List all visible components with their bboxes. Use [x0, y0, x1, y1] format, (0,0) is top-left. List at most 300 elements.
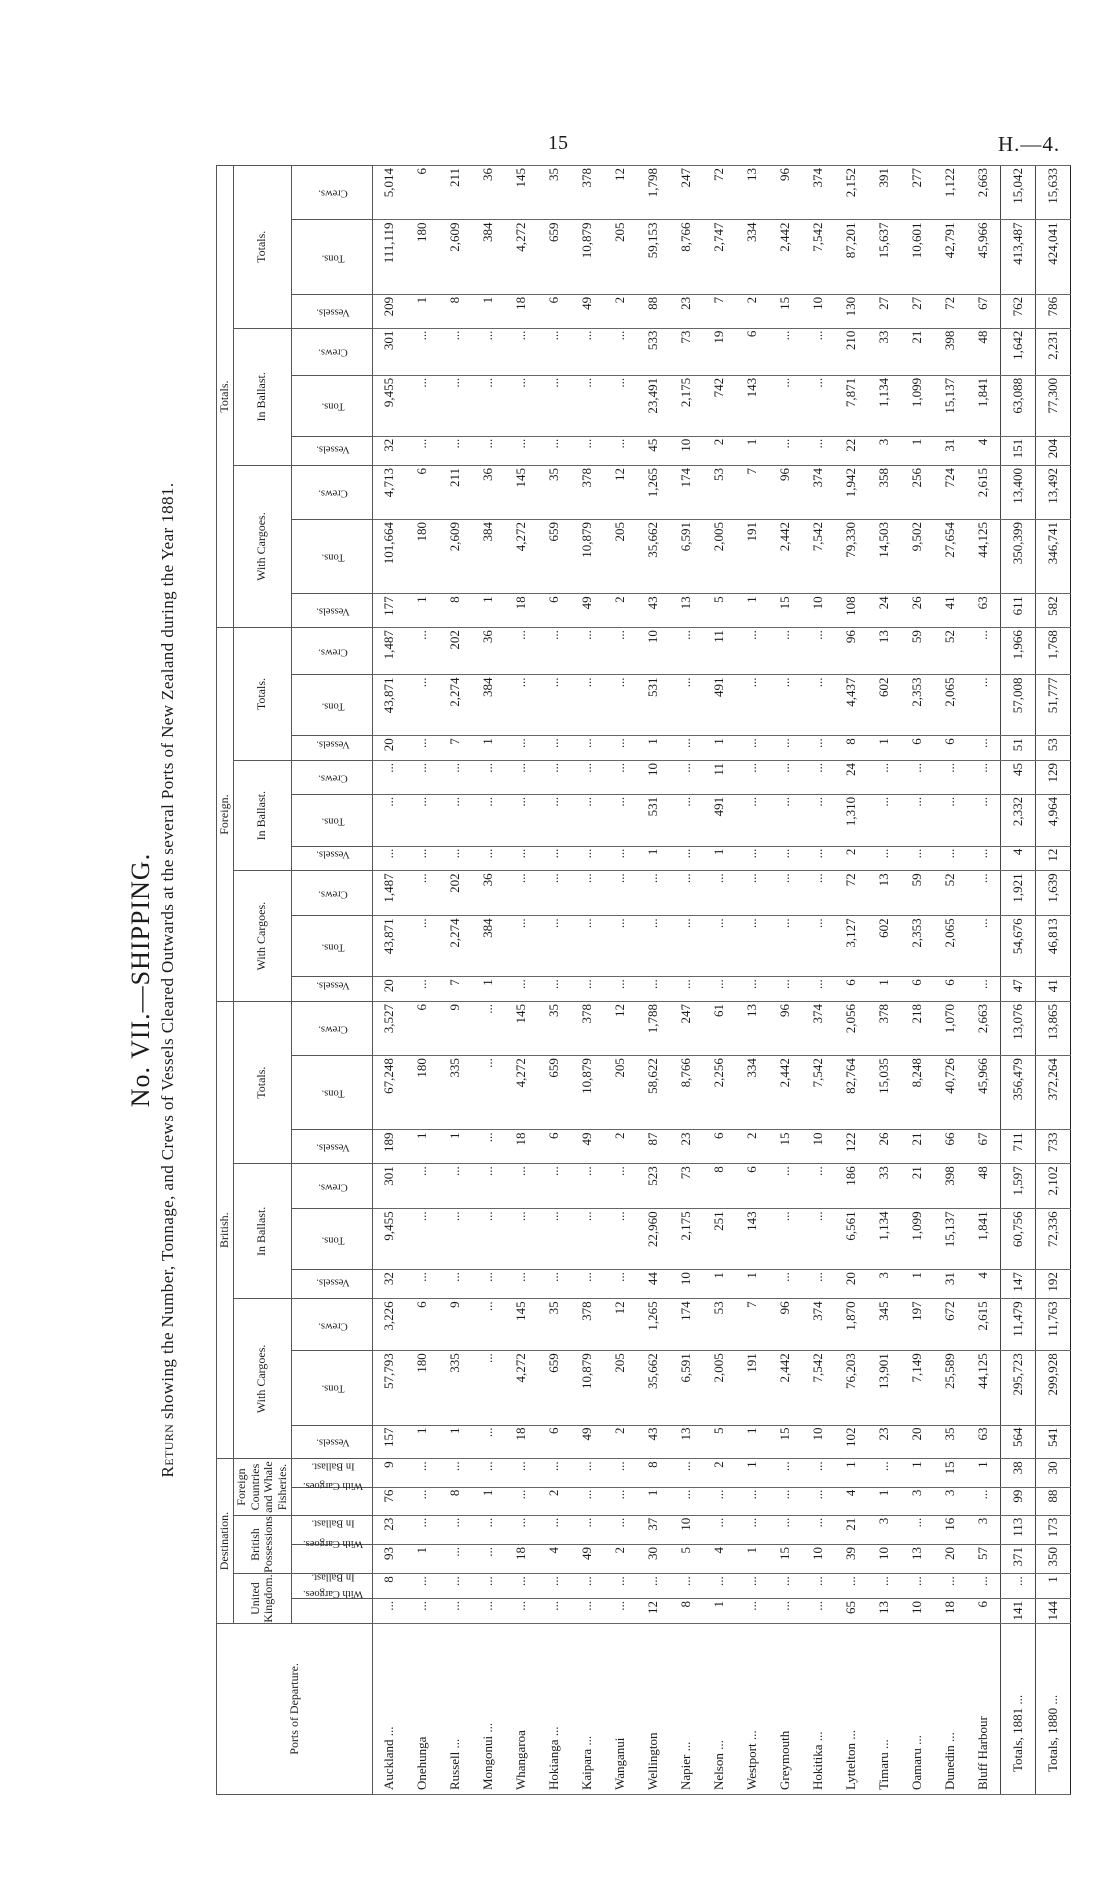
table-cell: 9,455 [372, 375, 406, 436]
table-cell: 19 [703, 328, 736, 375]
table-cell: ... [406, 1599, 439, 1624]
table-cell: 2 [604, 594, 637, 628]
table-cell: 88 [1035, 1487, 1070, 1515]
table-cell: 96 [835, 628, 868, 675]
table-cell: 1 [868, 736, 901, 761]
table-cell: 3 [868, 1515, 901, 1544]
header-united-kingdom: United Kingdom. [233, 1574, 291, 1624]
table-cell: 35 [538, 166, 571, 220]
table-cell: 96 [769, 1002, 802, 1056]
table-cell: ... [604, 675, 637, 736]
table-cell: 15 [769, 294, 802, 328]
header-bp-with-cargoes: With Cargoes. [291, 1545, 372, 1574]
table-row [802, 166, 835, 1795]
table-cell: 122 [835, 1130, 868, 1164]
port-name: Kaipara ... [571, 1623, 604, 1794]
table-cell: 39 [835, 1545, 868, 1574]
table-cell: 10 [802, 594, 835, 628]
table-cell: 6 [901, 736, 934, 761]
totals-row [1035, 166, 1070, 1795]
header-tons: Tons. [291, 375, 372, 436]
table-cell: 4 [835, 1487, 868, 1515]
table-cell: 12 [637, 1599, 670, 1624]
table-cell: 52 [934, 628, 967, 675]
table-cell: ... [439, 794, 472, 846]
table-cell: ... [769, 628, 802, 675]
table-cell: 3 [967, 1515, 1001, 1544]
table-cell: ... [604, 1487, 637, 1515]
table-cell: 384 [472, 520, 505, 594]
table-cell: ... [967, 846, 1001, 871]
table-cell: ... [934, 761, 967, 795]
table-cell: ... [571, 794, 604, 846]
table-cell: ... [472, 1599, 505, 1624]
table-cell: 1,070 [934, 1002, 967, 1056]
table-cell: 53 [1035, 736, 1070, 761]
table-cell: 335 [439, 1351, 472, 1425]
table-cell: 12 [604, 465, 637, 519]
table-cell: 378 [571, 1299, 604, 1351]
table-cell: 2 [604, 294, 637, 328]
table-cell: ... [802, 977, 835, 1002]
table-cell: 1 [637, 1487, 670, 1515]
table-cell: 63,088 [1000, 375, 1035, 436]
table-cell: 11 [703, 628, 736, 675]
table-cell: 1,966 [1000, 628, 1035, 675]
port-name: Nelson ... [703, 1623, 736, 1794]
table-cell: 204 [1035, 436, 1070, 465]
table-cell: 15,637 [868, 220, 901, 294]
table-cell: 4,272 [505, 1056, 538, 1130]
table-cell: 4 [703, 1545, 736, 1574]
table-cell: 145 [505, 1299, 538, 1351]
table-cell: 6 [538, 1425, 571, 1459]
header-totals-in-ballast: In Ballast. [233, 328, 291, 465]
table-cell: 247 [670, 166, 703, 220]
table-cell: 33 [868, 328, 901, 375]
table-cell: 4 [967, 436, 1001, 465]
table-cell: ... [769, 794, 802, 846]
header-ports: Ports of Departure. [217, 1623, 373, 1794]
table-cell: 10,879 [571, 220, 604, 294]
table-cell: 59,153 [637, 220, 670, 294]
table-cell: 76 [372, 1487, 406, 1515]
table-cell: ... [505, 1459, 538, 1487]
table-cell: 44,125 [967, 1351, 1001, 1425]
table-cell: 73 [670, 1164, 703, 1209]
table-cell: ... [538, 1270, 571, 1299]
table-cell: 786 [1035, 294, 1070, 328]
table-cell: 60,756 [1000, 1209, 1035, 1270]
table-cell: ... [769, 328, 802, 375]
table-cell: 6,591 [670, 1351, 703, 1425]
table-cell: ... [703, 1487, 736, 1515]
shipping-table [216, 165, 1071, 1795]
table-cell: 27 [901, 294, 934, 328]
table-cell: ... [901, 846, 934, 871]
table-cell: 378 [868, 1002, 901, 1056]
table-cell: 21 [901, 1164, 934, 1209]
table-cell: 174 [670, 1299, 703, 1351]
table-cell: ... [472, 1002, 505, 1056]
table-row [670, 166, 703, 1795]
table-cell: 6 [406, 465, 439, 519]
table-cell: 8 [372, 1574, 406, 1599]
table-cell: 15 [769, 594, 802, 628]
table-cell: ... [802, 375, 835, 436]
table-cell: ... [472, 375, 505, 436]
table-cell: 1 [868, 1487, 901, 1515]
table-cell: ... [538, 761, 571, 795]
table-cell: 10 [802, 1425, 835, 1459]
table-cell: ... [538, 794, 571, 846]
port-name: Wellington [637, 1623, 670, 1794]
table-cell: 96 [769, 1299, 802, 1351]
table-cell: ... [571, 916, 604, 977]
table-cell: 3 [901, 1487, 934, 1515]
table-cell: ... [736, 628, 769, 675]
table-cell: 301 [372, 1164, 406, 1209]
table-cell: 59 [901, 628, 934, 675]
port-name: Totals, 1881 ... [1000, 1623, 1035, 1794]
table-cell: ... [439, 328, 472, 375]
table-cell: ... [703, 1515, 736, 1544]
table-cell: ... [472, 1545, 505, 1574]
table-cell: 13,901 [868, 1351, 901, 1425]
totals-row [1000, 166, 1035, 1795]
table-cell: 6,591 [670, 520, 703, 594]
table-cell: 73 [670, 328, 703, 375]
table-cell: ... [769, 436, 802, 465]
table-cell: 49 [571, 1425, 604, 1459]
table-cell: ... [472, 1459, 505, 1487]
table-cell: 378 [571, 465, 604, 519]
table-cell: 2 [736, 1130, 769, 1164]
table-row [538, 166, 571, 1795]
table-cell: 1 [967, 1459, 1001, 1487]
table-cell: 111,119 [372, 220, 406, 294]
header-foreign: Foreign. [217, 628, 234, 1002]
table-cell: 18 [505, 1545, 538, 1574]
table-cell: 4,437 [835, 675, 868, 736]
table-cell: 2,663 [967, 1002, 1001, 1056]
table-cell: ... [868, 761, 901, 795]
table-cell: 1,265 [637, 465, 670, 519]
table-cell: 2,332 [1000, 794, 1035, 846]
table-cell: 87 [637, 1130, 670, 1164]
table-cell: 1,798 [637, 166, 670, 220]
table-cell: 36 [472, 871, 505, 916]
table-cell: 295,723 [1000, 1351, 1035, 1425]
table-cell: 67 [967, 294, 1001, 328]
table-cell: ... [505, 1574, 538, 1599]
table-cell: 36 [472, 166, 505, 220]
table-cell: 13,492 [1035, 465, 1070, 519]
table-cell: 2 [703, 1459, 736, 1487]
table-cell: 1 [901, 436, 934, 465]
table-cell: 14,503 [868, 520, 901, 594]
table-cell: 301 [372, 328, 406, 375]
table-cell: ... [604, 1164, 637, 1209]
table-cell: 52 [934, 871, 967, 916]
table-cell: 33 [868, 1164, 901, 1209]
table-cell: 1,921 [1000, 871, 1035, 916]
table-cell: 7 [703, 294, 736, 328]
table-cell: ... [1000, 1574, 1035, 1599]
table-cell: 44 [637, 1270, 670, 1299]
header-vessels: Vessels. [291, 1270, 372, 1299]
table-cell: 602 [868, 916, 901, 977]
table-cell: ... [505, 628, 538, 675]
table-cell: ... [736, 1487, 769, 1515]
table-cell: ... [406, 1459, 439, 1487]
table-cell: 49 [571, 294, 604, 328]
table-cell: ... [670, 628, 703, 675]
table-cell: 7,542 [802, 1056, 835, 1130]
table-cell: 15 [769, 1130, 802, 1164]
table-cell: ... [472, 761, 505, 795]
table-cell: 53 [703, 465, 736, 519]
table-cell: ... [571, 675, 604, 736]
table-cell: 1 [703, 1270, 736, 1299]
port-name: Bluff Harbour [967, 1623, 1001, 1794]
table-cell: 191 [736, 520, 769, 594]
header-destination: Destination. [217, 1459, 234, 1623]
table-title: No. VII.—SHIPPING. [126, 852, 155, 1108]
table-cell: 277 [901, 166, 934, 220]
table-cell: ... [538, 1574, 571, 1599]
table-cell: 398 [934, 328, 967, 375]
table-cell: 48 [967, 328, 1001, 375]
table-cell: 27 [868, 294, 901, 328]
header-vessels: Vessels. [291, 736, 372, 761]
table-cell: 202 [439, 871, 472, 916]
table-cell: 157 [372, 1425, 406, 1459]
table-cell: 63 [967, 1425, 1001, 1459]
table-cell: 2,152 [835, 166, 868, 220]
table-cell: 23 [670, 294, 703, 328]
table-cell: 42,791 [934, 220, 967, 294]
table-cell: ... [406, 916, 439, 977]
header-uk-in-ballast: In Ballast. [291, 1574, 372, 1599]
table-cell: 13 [868, 628, 901, 675]
port-name: Wanganui [604, 1623, 637, 1794]
table-cell: 13 [736, 1002, 769, 1056]
table-cell: ... [604, 628, 637, 675]
table-cell: 88 [637, 294, 670, 328]
table-cell: 1 [868, 977, 901, 1002]
table-cell: 247 [670, 1002, 703, 1056]
header-crews: Crews. [291, 761, 372, 795]
table-cell: 35,662 [637, 520, 670, 594]
table-cell: 65 [835, 1599, 868, 1624]
table-cell: 2,353 [901, 675, 934, 736]
table-cell: ... [703, 977, 736, 1002]
table-cell: ... [406, 436, 439, 465]
table-cell: 10 [802, 1545, 835, 1574]
table-cell: 37 [637, 1515, 670, 1544]
table-cell: ... [802, 1515, 835, 1544]
table-cell: 1 [472, 977, 505, 1002]
port-name: Auckland ... [372, 1623, 406, 1794]
table-cell: ... [406, 375, 439, 436]
header-fc-in-ballast: In Ballast. [291, 1459, 372, 1487]
table-cell: ... [406, 1574, 439, 1599]
table-cell: 7,871 [835, 375, 868, 436]
table-cell: 205 [604, 1056, 637, 1130]
table-cell: 13,076 [1000, 1002, 1035, 1056]
table-cell: 36 [472, 465, 505, 519]
table-cell: 32 [372, 436, 406, 465]
table-cell: ... [769, 1459, 802, 1487]
header-crews: Crews. [291, 1299, 372, 1351]
table-cell: 43,871 [372, 675, 406, 736]
table-cell: 58,622 [637, 1056, 670, 1130]
table-cell: ... [505, 916, 538, 977]
table-cell: 1,099 [901, 1209, 934, 1270]
table-cell: 8 [637, 1459, 670, 1487]
table-cell: ... [439, 846, 472, 871]
table-row [571, 166, 604, 1795]
table-cell: ... [505, 675, 538, 736]
table-cell: ... [736, 1599, 769, 1624]
table-row [406, 166, 439, 1795]
table-cell: 1 [835, 1459, 868, 1487]
table-cell: ... [406, 1515, 439, 1544]
table-cell: 2 [604, 1425, 637, 1459]
table-cell: 25,589 [934, 1351, 967, 1425]
table-cell: ... [802, 1164, 835, 1209]
table-cell: 13 [736, 166, 769, 220]
table-subtitle [158, 165, 178, 1795]
table-cell: 1 [472, 736, 505, 761]
table-cell: ... [802, 1270, 835, 1299]
table-cell: ... [571, 1209, 604, 1270]
table-cell: ... [802, 1209, 835, 1270]
table-cell: 1,122 [934, 166, 967, 220]
table-cell: 10,879 [571, 520, 604, 594]
table-cell: 202 [439, 628, 472, 675]
table-cell: 40,726 [934, 1056, 967, 1130]
table-cell: 15,137 [934, 375, 967, 436]
table-cell: ... [769, 916, 802, 977]
table-cell: 2,065 [934, 675, 967, 736]
table-cell: 23 [868, 1425, 901, 1459]
table-cell: ... [604, 916, 637, 977]
table-cell: ... [571, 436, 604, 465]
table-cell: 2,353 [901, 916, 934, 977]
table-cell: ... [472, 846, 505, 871]
table-cell: 45,966 [967, 220, 1001, 294]
table-cell: 180 [406, 220, 439, 294]
table-cell: 35 [934, 1425, 967, 1459]
table-cell: 72 [703, 166, 736, 220]
header-foreign-totals: Totals. [233, 628, 291, 761]
table-cell: 1,870 [835, 1299, 868, 1351]
table-cell: 45 [1000, 761, 1035, 795]
table-cell: 4 [538, 1545, 571, 1574]
table-cell: 2,256 [703, 1056, 736, 1130]
table-cell: 41 [1035, 977, 1070, 1002]
table-cell: ... [802, 1459, 835, 1487]
port-name: Greymouth [769, 1623, 802, 1794]
table-cell: 173 [1035, 1515, 1070, 1544]
port-name: Mongonui ... [472, 1623, 505, 1794]
table-cell: ... [372, 794, 406, 846]
table-cell: 7,542 [802, 520, 835, 594]
table-cell: 72 [934, 294, 967, 328]
table-cell: ... [967, 977, 1001, 1002]
table-cell: ... [538, 1599, 571, 1624]
table-row [901, 166, 934, 1795]
table-cell: 10 [670, 1270, 703, 1299]
table-cell: 209 [372, 294, 406, 328]
table-cell: 43 [637, 594, 670, 628]
table-cell: 26 [901, 594, 934, 628]
table-cell: 38 [1000, 1459, 1035, 1487]
port-name: Totals, 1880 ... [1035, 1623, 1070, 1794]
table-cell: 1,642 [1000, 328, 1035, 375]
table-cell: 22,960 [637, 1209, 670, 1270]
table-cell: 350,399 [1000, 520, 1035, 594]
table-cell: 147 [1000, 1270, 1035, 1299]
table-cell: 9,502 [901, 520, 934, 594]
table-cell: 7 [439, 977, 472, 1002]
table-cell: ... [604, 1574, 637, 1599]
table-cell: 7,542 [802, 1351, 835, 1425]
header-foreign-countries: Foreign Countries and Whale Fisheries. [233, 1459, 291, 1515]
table-cell: ... [472, 1209, 505, 1270]
table-cell: 12 [604, 1002, 637, 1056]
table-cell: 378 [571, 166, 604, 220]
table-cell: ... [901, 1574, 934, 1599]
table-cell: 197 [901, 1299, 934, 1351]
table-cell: 6 [538, 594, 571, 628]
table-cell: ... [967, 761, 1001, 795]
table-cell: ... [769, 1487, 802, 1515]
table-cell: ... [505, 871, 538, 916]
table-cell: ... [538, 1515, 571, 1544]
table-cell: ... [604, 871, 637, 916]
table-cell: ... [439, 761, 472, 795]
table-cell: ... [868, 1459, 901, 1487]
header-tons: Tons. [291, 916, 372, 977]
table-cell: 186 [835, 1164, 868, 1209]
table-row [736, 166, 769, 1795]
table-cell: 5 [670, 1545, 703, 1574]
table-body [372, 166, 1070, 1795]
table-cell: 16 [934, 1515, 967, 1544]
table-cell: 180 [406, 1056, 439, 1130]
table-cell: ... [604, 1209, 637, 1270]
table-cell: 151 [1000, 436, 1035, 465]
table-cell: ... [703, 871, 736, 916]
table-cell: ... [406, 628, 439, 675]
table-cell: 256 [901, 465, 934, 519]
table-cell: 6 [736, 328, 769, 375]
table-cell: ... [934, 794, 967, 846]
table-cell: 724 [934, 465, 967, 519]
table-cell: 711 [1000, 1130, 1035, 1164]
table-cell: ... [505, 761, 538, 795]
table-cell: ... [439, 1545, 472, 1574]
table-cell: ... [571, 328, 604, 375]
table-cell: 49 [571, 1545, 604, 1574]
header-british-in-ballast: In Ballast. [233, 1164, 291, 1299]
table-cell: ... [967, 1487, 1001, 1515]
header-british-possessions: British Possessions [233, 1515, 291, 1574]
table-cell: 35 [538, 1299, 571, 1351]
